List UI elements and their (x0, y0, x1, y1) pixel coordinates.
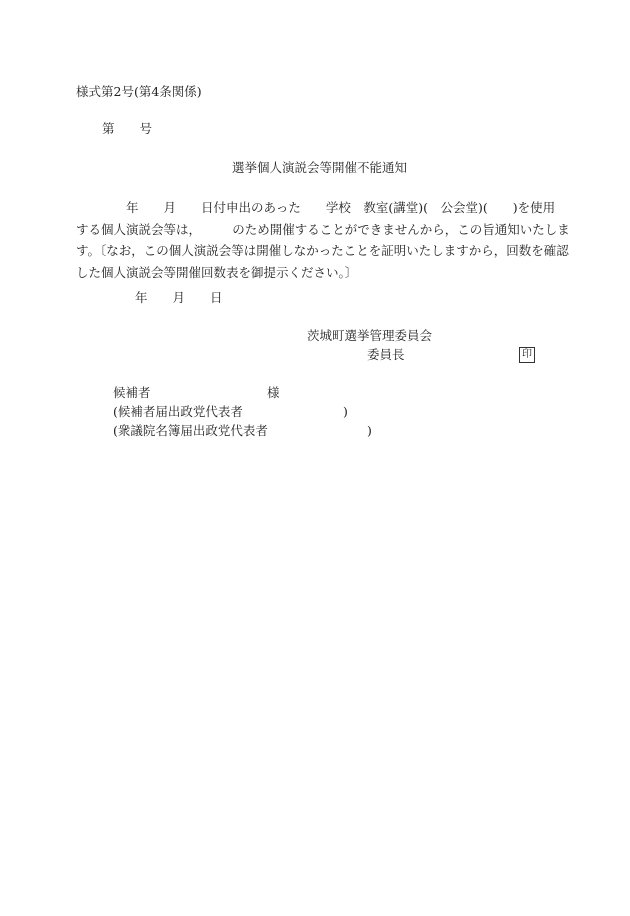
party-rep-candidate: (候補者届出政党代表者 (113, 404, 243, 419)
form-reference: 様式第2号(第4条関係) (76, 84, 202, 99)
candidate-honorific: 様 (267, 385, 280, 400)
issuing-organization: 茨城町選挙管理委員会 (307, 328, 433, 343)
seal-stamp: 印 (519, 347, 535, 363)
body-line-2: する個人演説会等は， のため開催することができませんから，この旨通知いたしま (76, 221, 570, 237)
body-line-1: 年 月 日付申出のあった 学校 教室(講堂)( 公会堂)( )を使用 (76, 200, 556, 215)
body-line-4: した個人演説会等開催回数表を御提示ください。〕 (76, 264, 358, 280)
date-line: 年 月 日 (135, 290, 223, 305)
candidate-label: 候補者 (113, 385, 151, 400)
body-line-3: す。〔なお，この個人演説会等は開催しなかったことを証明いたしますから，回数を確認 (76, 243, 569, 258)
document-number: 第 号 (102, 121, 153, 136)
chairman-label: 委員長 (367, 347, 405, 362)
notice-body (76, 197, 570, 283)
party-rep-list: (衆議院名簿届出政党代表者 (113, 423, 268, 438)
document-title: 選挙個人演説会等開催不能通知 (232, 160, 408, 175)
party-rep-candidate-close: ) (343, 404, 348, 419)
party-rep-list-close: ) (367, 423, 372, 438)
